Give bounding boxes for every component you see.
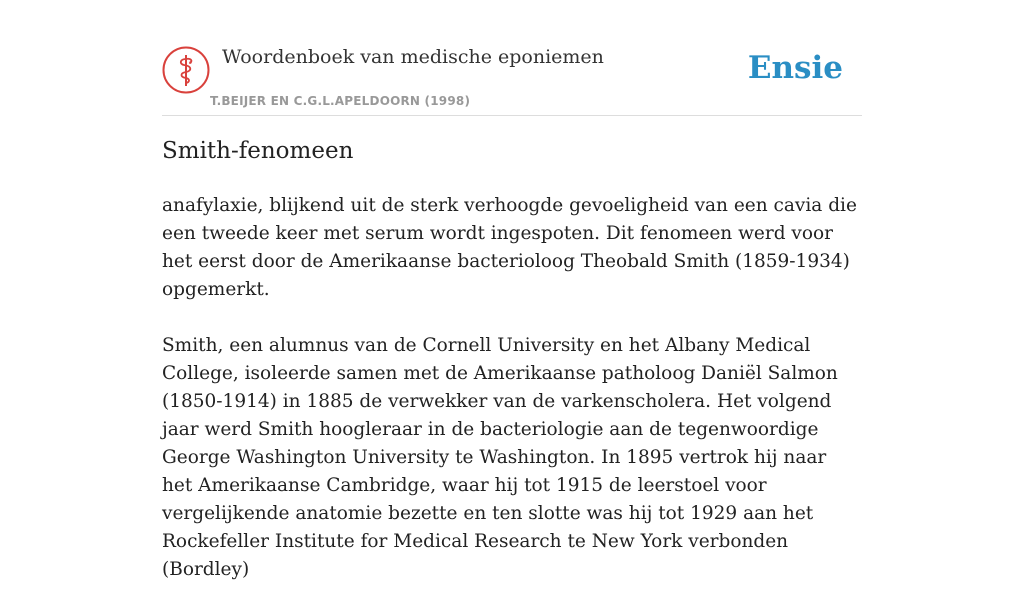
entry-paragraph: Smith, een alumnus van de Cornell University en het Albany Medical College, isoleerde samen met de Amerikaanse patholoog Daniël Salmon (1850-1914) in 1885 de verwekker van de varkenscholera. Het volgend jaar werd Smith hoogleraar in de bacteriologie aan de tegenwoordige George Washington University te Washington. In 1895 vertrok hij naar het Amerikaanse Cambridge, waar hij tot 1915 de leerstoel voor vergelijkende anatomie bezette en ten slotte was hij tot 1929 aan het Rockefeller Institute for Medical Research te New York verbonden (Bordley) bbox=[162, 335, 838, 580]
caduceus-icon[interactable] bbox=[162, 46, 210, 94]
book-title[interactable]: Woordenboek van medische eponiemen bbox=[222, 46, 604, 68]
book-authors: T.BEIJER EN C.G.L.APELDOORN (1998) bbox=[210, 94, 471, 108]
entry-content bbox=[162, 192, 862, 612]
brand-logo[interactable]: Ensie bbox=[747, 50, 843, 86]
page-header bbox=[162, 44, 862, 116]
entry-title: Smith-fenomeen bbox=[162, 138, 354, 164]
entry-paragraph: anafylaxie, blijkend uit de sterk verhoogde gevoeligheid van een cavia die een tweede keer met serum wordt ingespoten. Dit fenomeen werd voor het eerst door de Amerikaanse bacterioloog Theobald Smith (1859-1934) opgemerkt. bbox=[162, 195, 857, 300]
